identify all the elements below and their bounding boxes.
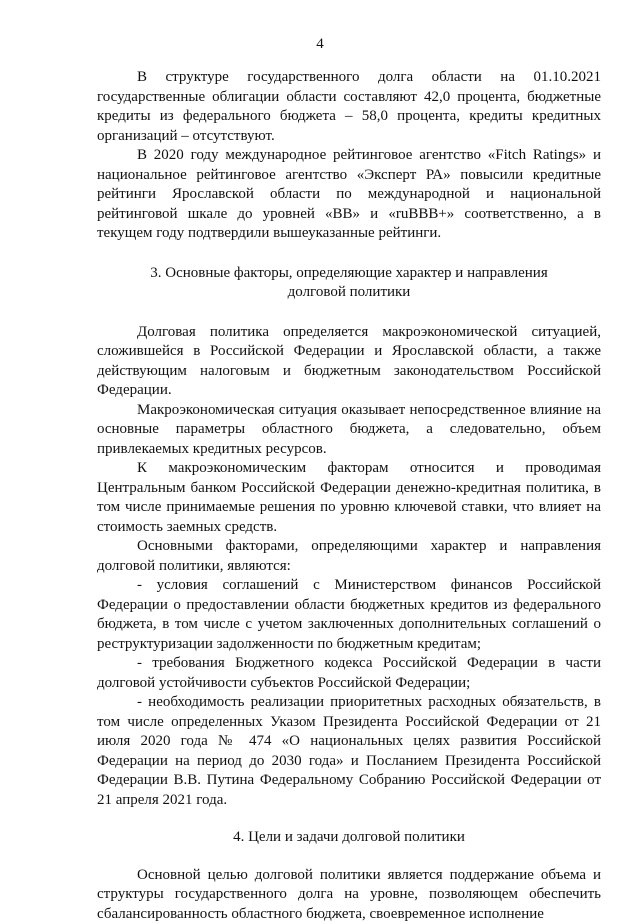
list-item-budget-code: - требования Бюджетного кодекса Российской Федерации в части долговой устойчивости субъектов Российской Федерации; <box>97 654 601 693</box>
section-3-heading-line-1: 3. Основные факторы, определяющие характер и направления <box>97 264 601 284</box>
paragraph-main-goal: Основной целью долговой политики является поддержание объема и структуры государственного долга на уровне, позволяющем обеспечить сбалансированность областного бюджета, своевременное исполнение <box>97 866 601 924</box>
paragraph-main-factors-intro: Основными факторами, определяющими характер и направления долговой политики, являются: <box>97 537 601 576</box>
section-3-heading-line-2: долговой политики <box>97 283 601 303</box>
list-item-ministry-agreements: - условия соглашений с Министерством финансов Российской Федерации о предоставлении области бюджетных кредитов из федерального бюджета, в том числе с учетом заключенных дополнительных соглашений о реструктуризации задолженности по бюджетным кредитам; <box>97 576 601 654</box>
document-body <box>97 68 601 924</box>
page-number: 4 <box>0 36 640 53</box>
paragraph-credit-ratings: В 2020 году международное рейтинговое агентство «Fitch Ratings» и национальное рейтинговое агентство «Эксперт РА» повысили кредитные рейтинги Ярославской области по международной и национальной рейтинговой шкале до уровней «BB» и «ruBBB+» соответственно, а в текущем году подтвердили вышеуказанные рейтинги. <box>97 146 601 244</box>
section-4-heading: 4. Цели и задачи долговой политики <box>97 828 601 848</box>
paragraph-debt-policy-definition: Долговая политика определяется макроэкономической ситуацией, сложившейся в Российской Федерации и Ярославской области, а также действующим налоговым и бюджетным законодательством Российской Федерации. <box>97 323 601 401</box>
paragraph-macro-situation: Макроэкономическая ситуация оказывает непосредственное влияние на основные параметры областного бюджета, а следовательно, объем привлекаемых кредитных ресурсов. <box>97 401 601 460</box>
paragraph-macro-factors: К макроэкономическим факторам относится и проводимая Центральным банком Российской Федерации денежно-кредитная политика, в том числе принимаемые решения по уровню ключевой ставки, что влияет на стоимость заемных средств. <box>97 459 601 537</box>
list-item-priority-obligations: - необходимость реализации приоритетных расходных обязательств, в том числе определенных Указом Президента Российской Федерации от 21 июля 2020 года № 474 «О национальных целях развития Российской Федерации на период до 2030 года» и Посланием Президента Российской Федерации В.В. Путина Федеральному Собранию Российской Федерации от 21 апреля 2021 года. <box>97 693 601 810</box>
paragraph-debt-structure: В структуре государственного долга области на 01.10.2021 государственные облигации области составляют 42,0 процента, бюджетные кредиты из федерального бюджета – 58,0 процента, кредиты кредитных организаций – отсутствуют. <box>97 68 601 146</box>
